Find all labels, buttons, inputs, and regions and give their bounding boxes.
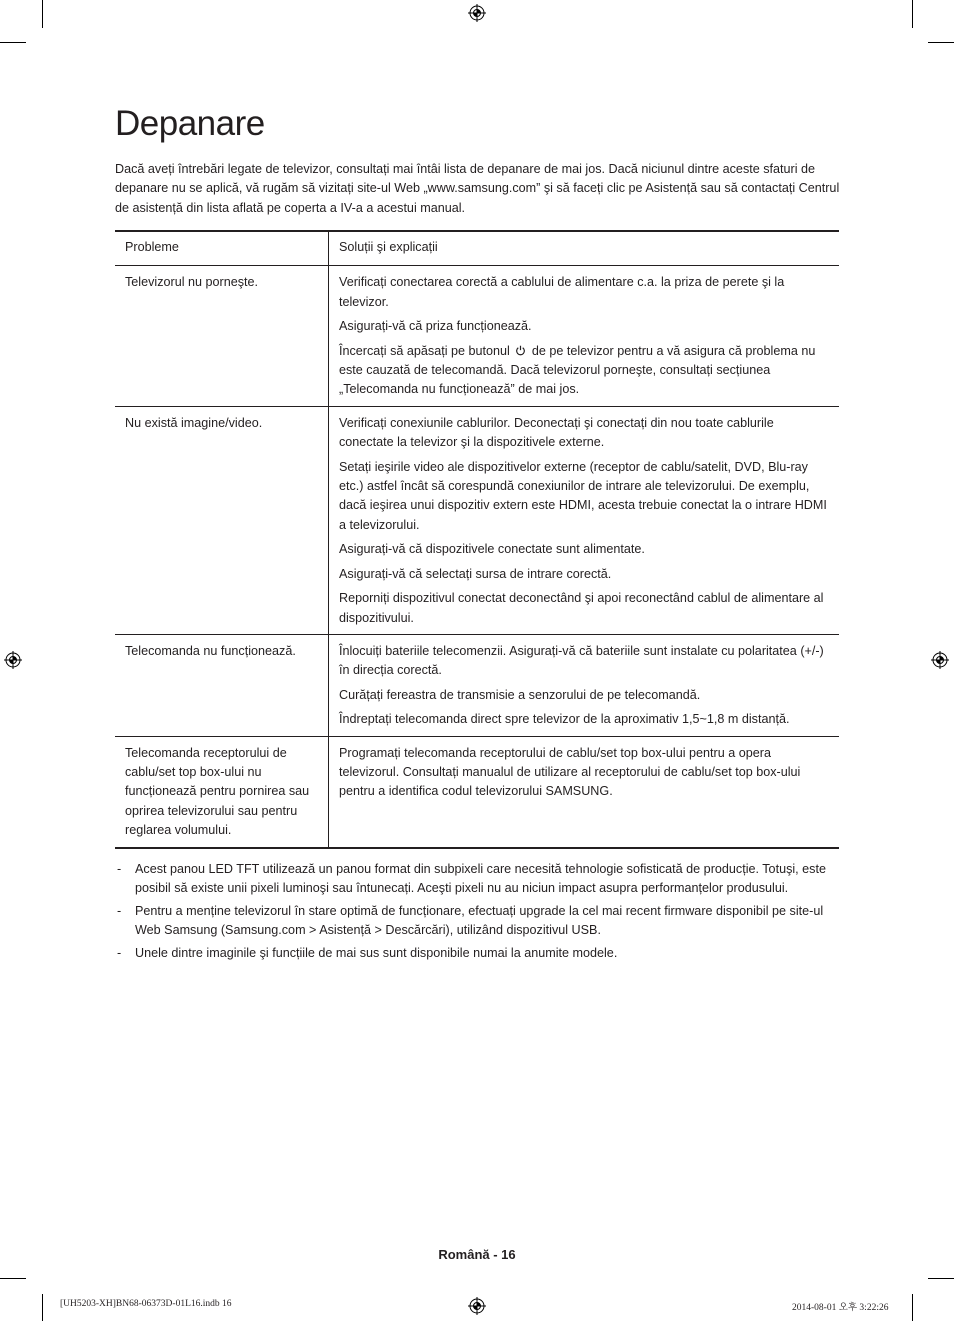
solution-item: Reporniți dispozitivul conectat deconectând şi apoi reconectând cablul de alimentare al dispozitivului. (339, 591, 824, 625)
solution-item: Verificați conexiunile cablurilor. Deconectați şi conectați din nou toate cablurile conectate la televizor şi la dispozitivele externe. (339, 415, 774, 450)
note-text: Unele dintre imaginile şi funcțiile de mai sus sunt disponibile numai la anumite modele. (135, 945, 618, 960)
footer-file-info: [UH5203-XH]BN68-06373D-01L16.indb 16 (60, 1299, 232, 1309)
column-header-problems: Probleme (115, 231, 329, 266)
registration-mark-icon (468, 1297, 486, 1315)
solution-item: Programați telecomanda receptorului de cablu/set top box-ului pentru a opera televizorul. Consultați manualul de utilizare al receptorului de cablu/set top box-ului pentru a identifica codul televizorului SAMSUNG. (339, 745, 801, 799)
problem-cell: Televizorul nu porneşte. (115, 266, 329, 406)
solution-item: Setați ieşirile video ale dispozitivelor externe (receptor de cablu/satelit, DVD, Blu-ray etc.) astfel încât să corespundă conexiunilor de intrare ale televizorului. De exemplu, dacă ieşirea unui dispozitiv extern este HDMI, acesta trebuie conectat la o intrare HDMI a televizorului. (339, 459, 827, 532)
solution-item: Asigurați-vă că selectați sursa de intrare corectă. (339, 566, 612, 581)
problem-cell: Telecomanda nu funcționează. (115, 634, 329, 736)
table-row (115, 634, 839, 736)
crop-mark (0, 1278, 26, 1279)
solution-cell (329, 406, 840, 634)
page-title: Depanare (115, 104, 265, 143)
crop-mark (928, 42, 954, 43)
table-row (115, 406, 839, 634)
solution-cell (329, 736, 840, 848)
crop-mark (42, 0, 43, 28)
crop-mark (42, 1294, 43, 1321)
solution-item: Asigurați-vă că priza funcționează. (339, 319, 532, 334)
troubleshooting-table (115, 230, 839, 849)
page-number: Română - 16 (438, 1247, 516, 1262)
solution-item: Curățați fereastra de transmisie a senzorului de pe telecomandă. (339, 687, 701, 702)
table-header-row (115, 231, 839, 266)
table-row (115, 266, 839, 406)
crop-mark (0, 42, 26, 43)
crop-mark (912, 1294, 913, 1321)
list-item (115, 944, 840, 963)
solution-item: Verificați conectarea corectă a cablului de alimentare c.a. la priza de perete şi la televizor. (339, 275, 785, 309)
crop-mark (928, 1278, 954, 1279)
solution-item: Înlocuiți bateriile telecomenzii. Asigurați-vă că bateriile sunt instalate cu polaritatea (+/-) în direcția corectă. (339, 643, 824, 678)
crop-mark (912, 0, 913, 28)
problem-cell: Nu există imagine/video. (115, 406, 329, 634)
power-icon (515, 345, 526, 356)
table-row (115, 736, 839, 848)
solution-text: Încercați să apăsați pe butonul (339, 343, 510, 358)
list-item (115, 860, 840, 899)
note-text: Acest panou LED TFT utilizează un panou format din subpixeli care necesită tehnologie sofisticată de producție. Totuşi, este posibil să existe unii pixeli luminoşi sau întunecați. Aceşti pixeli nu au niciun impact asupra performanțelor produsului. (135, 862, 826, 896)
list-marker: - (117, 945, 122, 960)
intro-paragraph: Dacă aveți întrebări legate de televizor, consultați mai întâi lista de depanare de mai jos. Dacă niciunul dintre aceste sfaturi de depanare nu se aplică, vă rugăm să vizitați site-ul Web „www.samsung.com” şi să faceți clic pe Asistență sau să contactați Centrul de asistență din lista aflată pe coperta a IV-a a acestui manual. (115, 162, 840, 215)
registration-mark-icon (468, 4, 486, 22)
solution-cell (329, 266, 840, 406)
column-header-solutions: Soluții şi explicații (329, 231, 840, 266)
list-marker: - (117, 862, 122, 876)
footer-timestamp: 2014-08-01 오후 3:22:26 (792, 1303, 889, 1313)
solution-text: de pe televizor pentru a vă asigura că problema nu este cauzată de telecomandă. Dacă televizorul porneşte, consultați secțiunea „Telecomanda nu funcționează” de mai jos. (339, 343, 816, 397)
registration-mark-icon (4, 651, 22, 669)
solution-item: Asigurați-vă că dispozitivele conectate sunt alimentate. (339, 542, 645, 557)
note-text: Pentru a menține televizorul în stare optimă de funcționare, efectuați upgrade la cel mai recent firmware disponibil pe site-ul Web Samsung (Samsung.com > Asistență > Descărcări), utilizând dispozitivul USB. (135, 903, 824, 938)
registration-mark-icon (931, 651, 949, 669)
problem-cell: Telecomanda receptorului de cablu/set top box-ului nu funcționează pentru pornirea sau oprirea televizorului sau pentru reglarea volumului. (115, 736, 329, 848)
solution-cell (329, 634, 840, 736)
notes-list (115, 860, 840, 966)
solution-item (339, 342, 829, 400)
solution-item: Îndreptați telecomanda direct spre televizor de la aproximativ 1,5~1,8 m distanță. (339, 712, 790, 727)
list-item (115, 902, 840, 941)
list-marker: - (117, 903, 122, 918)
